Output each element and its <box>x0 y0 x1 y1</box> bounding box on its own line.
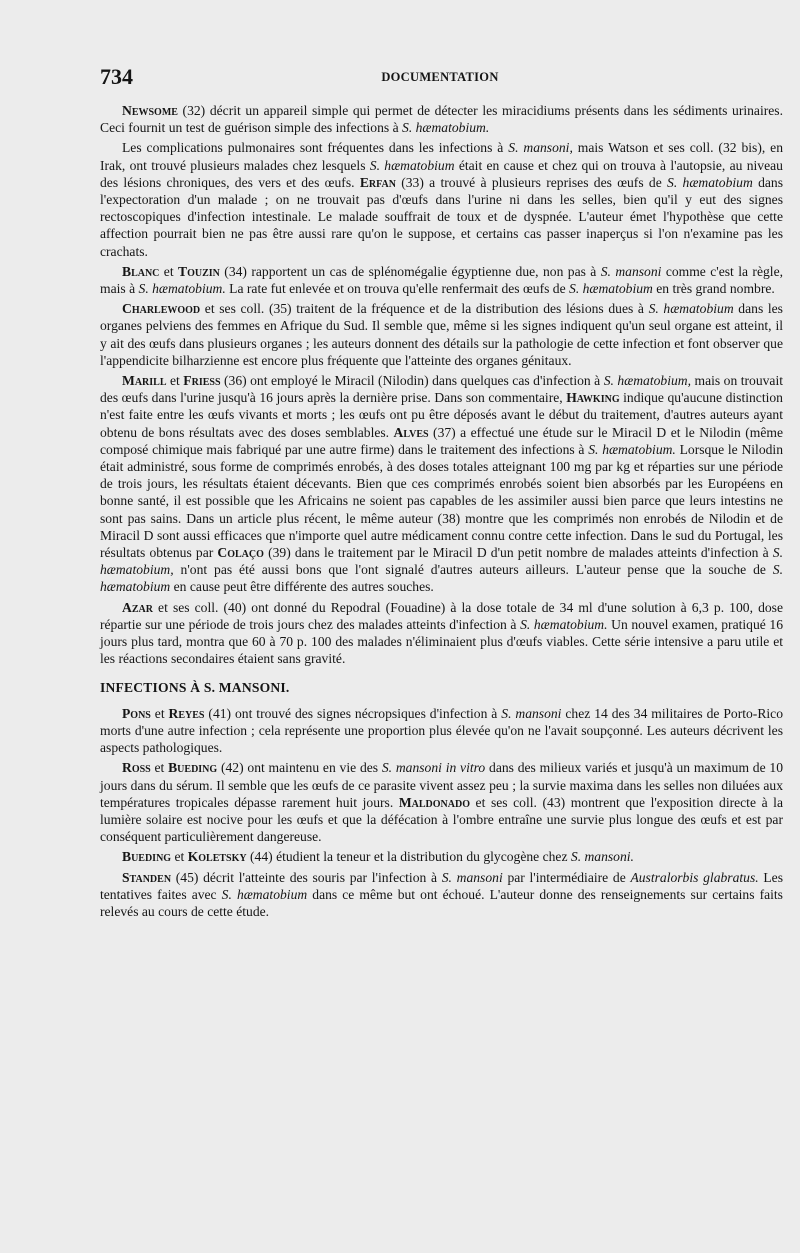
paragraph-text: comme c'est la règle, mais à <box>100 263 784 297</box>
author-name: Newsome <box>122 103 178 118</box>
author-name: Colaço <box>217 545 264 561</box>
paragraph-text: Les complications pulmonaires sont fréquentes dans les infections à <box>122 140 509 156</box>
species-name: S. hæmatobium <box>369 157 455 173</box>
author-name: Marill <box>122 373 167 389</box>
paragraph-text: en très grand nombre. <box>652 281 775 297</box>
paragraph-text: mais on trouvait des œufs dans l'urine jusqu'à 16 jours après la dernière prise. Dans son commentaire, <box>100 373 784 406</box>
paragraph-newsome <box>100 102 783 136</box>
species-name: S. mansoni <box>501 705 562 721</box>
paragraph-text: et <box>171 849 188 865</box>
author-name: Erfan <box>359 174 396 190</box>
author-name: Standen <box>122 869 172 885</box>
author-name: Charlewood <box>122 301 201 317</box>
paragraph-text: (41) ont trouvé des signes nécropsiques d'infection à <box>204 705 502 721</box>
paragraph-blanc-touzin <box>100 263 783 297</box>
paragraph-text: chez 14 des 34 militaires de Porto-Rico morts d'une autre infection ; cela représente une proportion plus élevée qu'on ne l'avait soupçonné. Les auteurs décrivent les aspects pathologiques. <box>100 705 783 756</box>
paragraph-text: dans les organes pelviens des femmes en Afrique du Sud. Il semble que, même si les signes indiquent qu'un seul organe est atteint, il y ait des œufs dans plusieurs organes ; les auteurs donnent des détails sur la pathologie de cette infection et font observer que l'appendicite bilharzienne est encore plus fréquente que l'atteinte des organes génitaux. <box>100 301 783 368</box>
species-name: S. hæmatobium, <box>603 373 692 389</box>
paragraph-text: était en cause et chez qui on trouva à l'autopsie, au niveau des lésions chroniques, des vers et des œufs. <box>100 157 783 190</box>
author-name: Blanc <box>122 263 160 279</box>
paragraph-text: et ses coll. (40) ont donné du Repodral (Fouadine) à la dose totale de 34 ml d'une solution à 6,3 p. 100, dose répartie sur une période de trois jours chez des malades atteints d'infection à <box>100 599 783 632</box>
species-name: S. hæmatobium, <box>100 545 783 578</box>
paragraph-text: (36) ont employé le Miracil (Nilodin) dans quelques cas d'infection à <box>220 373 604 389</box>
author-name: Ross <box>122 760 151 776</box>
paragraph-text: dans l'expectoration d'un malade ; on ne trouvait pas d'œufs dans l'urine ni dans les selles, bien qu'il y eut des signes rectoscopiques d'infection intestinale. Le malade souffrait de toux et de dyspnée. L'auteur émet l'hypothèse que cette affection pourrait bien ne pas être aussi rare qu'on le suppose, et certains cas passer inaperçus si l'on n'examine pas les crachats. <box>100 174 783 259</box>
paragraph-text: Un nouvel examen, pratiqué 16 jours plus tard, montra que 60 à 70 p. 100 des malades n'éliminaient plus d'œufs viables. Cette série intensive a paru utile et les réactions secondaires étaient sans gravité. <box>100 616 784 667</box>
species-name: S. hæmatobium <box>648 301 734 317</box>
paragraph-text: dans ce même but ont échoué. L'auteur donne des renseignements sur certains faits relevés au cours de cette étude. <box>100 886 783 919</box>
author-name: Friess <box>183 373 221 389</box>
paragraph-text: (37) a effectué une étude sur le Miracil D et le Nilodin (même composé chimique mais fabriqué par une autre firme) dans le traitement des infections à <box>100 424 784 457</box>
paragraph-text: La rate fut enlevée et on trouva qu'elle renfermait des œufs de <box>225 281 570 297</box>
author-name: Bueding <box>168 760 218 776</box>
author-name: Bueding <box>122 849 172 865</box>
paragraph-text: par l'intermédiaire de <box>502 869 631 885</box>
paragraph-text: (32) décrit un appareil simple qui permet de détecter les miracidiums présents dans les sédiments urinaires. Ceci fournit un test de guérison simple des infections à <box>100 103 783 136</box>
species-name: S. hæmatobium <box>569 281 653 297</box>
paragraph-text: et <box>159 263 179 279</box>
paragraph-text: (42) ont maintenu en vie des <box>217 760 382 776</box>
species-name: Australorbis glabratus. <box>630 869 759 885</box>
species-name: S. hæmatobium <box>221 886 308 902</box>
article-body <box>100 102 783 923</box>
author-name: Hawking <box>566 390 620 406</box>
paragraph-ross-bueding <box>100 759 783 845</box>
paragraph-text: (44) étudient la teneur et la distribution du glycogène chez <box>246 849 571 865</box>
author-name: Pons <box>122 705 151 721</box>
paragraph-marill-friess <box>100 372 783 596</box>
author-name: Azar <box>122 599 153 615</box>
author-name: Reyes <box>168 705 205 721</box>
author-name: Alves <box>393 424 429 440</box>
paragraph-text: (45) décrit l'atteinte des souris par l'infection à <box>171 869 442 885</box>
species-name: S. hæmatobium. <box>402 120 490 136</box>
paragraph-text: et <box>150 760 169 776</box>
paragraph-pons-reyes <box>100 705 783 757</box>
species-name: S. mansoni. <box>570 849 634 865</box>
paragraph-text: mais Watson et ses coll. (32 bis), en Irak, ont trouvé plusieurs malades chez lesquels <box>100 140 783 173</box>
paragraph-standen <box>100 869 783 921</box>
paragraph-text: (34) rapportent un cas de splénomégalie égyptienne due, non pas à <box>219 263 601 279</box>
paragraph-text: n'ont pas été aussi bons que l'ont signalé d'autres auteurs ailleurs. L'auteur pense que la souche de <box>173 562 773 578</box>
paragraph-text: et ses coll. (43) montrent que l'exposition directe à la lumière solaire est nocive pour les œufs et que la défécation à l'ombre entraîne une survie plus longue des œufs et est par conséquent particulièrement dangereuse. <box>100 794 783 845</box>
paragraph-bueding-koletsky <box>100 848 783 865</box>
running-title: DOCUMENTATION <box>381 70 499 84</box>
section-heading: INFECTIONS À S. MANSONI. <box>100 679 290 695</box>
paragraph-text: et <box>166 373 184 389</box>
paragraph-text: en cause peut être différente des autres souches. <box>170 579 434 595</box>
paragraph-text: indique qu'aucune distinction n'est faite entre les œufs vivants et morts ; les œufs ont pu être déposés avant le début du traitement, d'autres auteurs ayant obtenu de bons résultats avec des doses semblables. <box>100 390 783 440</box>
author-name: Touzin <box>178 263 220 279</box>
species-name: S. mansoni <box>441 869 503 885</box>
paragraph-text: et <box>150 705 169 721</box>
paragraph-azar <box>100 599 783 668</box>
page-number: 734 <box>100 64 133 89</box>
species-name: S. hæmatobium. <box>138 281 226 297</box>
paragraph-text: Les tentatives faites avec <box>100 869 783 902</box>
species-name: S. mansoni, <box>508 140 573 156</box>
species-name: S. hæmatobium. <box>588 441 676 457</box>
paragraph-text: (33) a trouvé à plusieurs reprises des œufs de <box>395 174 668 190</box>
species-name: S. mansoni <box>600 263 662 279</box>
paragraph-text: dans des milieux variés et jusqu'à un maximum de 10 jours dans du sérum. Il semble que les œufs de ce parasite vivent assez peu ; la survie maxima dans les selles non diluées aux températures tropicales dépasse rarement huit jours. <box>100 760 784 810</box>
author-name: Koletsky <box>187 849 247 865</box>
author-name: Maldonado <box>398 794 470 810</box>
page-header <box>100 64 700 88</box>
species-name: S. mansoni in vitro <box>381 760 486 776</box>
paragraph-charlewood <box>100 300 783 369</box>
species-name: S. hæmatobium <box>100 562 783 595</box>
paragraph-text: et ses coll. (35) traitent de la fréquence et de la distribution des lésions dues à <box>200 301 649 317</box>
species-name: S. hæmatobium <box>667 174 753 190</box>
species-name: S. hæmatobium. <box>520 616 608 632</box>
paragraph-complications <box>100 139 783 259</box>
paragraph-text: Lorsque le Nilodin était administré, sous forme de comprimés enrobés, à des doses totales atteignant 100 mg par kg et réparties sur une période de trois jours, les résultats étaient décevants. Bien que ces comprimés enrobés soient bien absorbés par les Européens en bonne santé, il est possible que les Africains ne soient pas capables de les assimiler aussi bien parce que leurs intestins ne sont pas sains. Dans un article plus récent, le même auteur (38) montre que les comprimés non enrobés de Nilodin et de Miracil D sont aussi efficaces que n'importe quel autre médicament connu contre cette infection. Dans le sud du Portugal, les résultats obtenus par <box>100 441 784 561</box>
paragraph-text: (39) dans le traitement par le Miracil D d'un petit nombre de malades atteints d'infection à <box>263 545 773 561</box>
